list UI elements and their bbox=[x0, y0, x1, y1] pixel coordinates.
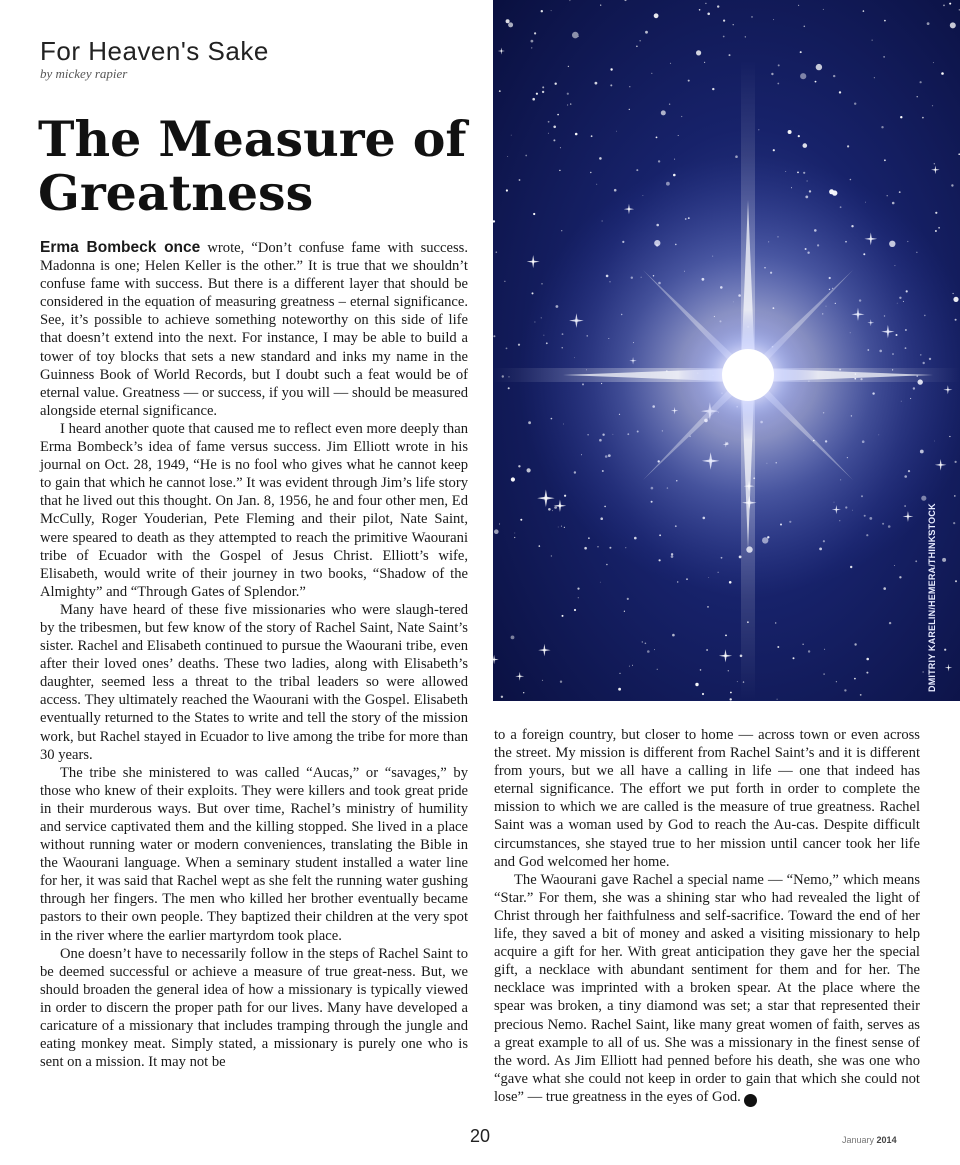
paragraph-text: wrote, “Don’t confuse fame with success. Madonna is one; Helen Keller is the other.” It is true that we shouldn’t confuse fame with success. But there is a different layer that should be considered in the equation of measuring greatness – eternal significance. See, it’s possible to achieve something noteworthy on this side of life that doesn’t extend into the next. For instance, I may be able to build a tower of toy blocks that sets a new standard and inks my name in the Guinness Book of World Records, but I doubt such a feat would be of eternal value. Greatness — or success, if you will — should be measured alongside eternal significance. bbox=[40, 240, 468, 419]
photo-credit: DMITRIY KARELIN/HEMERA/THINKSTOCK bbox=[927, 503, 937, 692]
paragraph bbox=[40, 239, 468, 420]
starfield-image bbox=[493, 0, 960, 701]
page-number: 20 bbox=[470, 1126, 491, 1146]
paragraph-text: The Waourani gave Rachel a special name — “Nemo,” which means “Star.” For them, she was a shining star who had revealed the light of Christ through her faithfulness and self-sacrifice. Toward the end of her life, they saved a bit of money and asked a visiting missionary to help acquire a gift for her. With great anticipation they gave her the special gift, a necklace with abundant sentiment for them and for her. The necklace was imprinted with a broken spear. At the place where the spear was broken, a tiny diamond was set; a star that represented their precious Nemo. Rachel Saint, like many great women of faith, serves as a great example to all of us. She was a missionary in the finest sense of the word. As Jim Elliott had penned before his death, she was one who “gave what she could not keep in order to gain that which she could not lose” — true greatness in the eyes of God. bbox=[494, 871, 920, 1105]
left-text-column bbox=[40, 239, 468, 1121]
issue-year: 2014 bbox=[876, 1135, 897, 1145]
paragraph: to a foreign country, but closer to home — across town or even across the street. My mission is different from Rachel Saint’s and it is different from yours, but we all have a calling in life — one that indeed has eternal significance. The effort we put forth in order to complete the mission to which we are called is the measure of true greatness. Rachel Saint was a woman used by God to reach the Au-cas. Despite difficult circumstances, she stayed true to her mission until cancer took her life and God welcomed her home. bbox=[494, 727, 920, 870]
issue-month: January bbox=[842, 1135, 875, 1145]
paragraph: The tribe she ministered to was called “Aucas,” or “savages,” by those who knew of their exploits. They were killers and took great pride in their murderous ways. But over time, Rachel’s ministry of humility and service captivated them and the killing stopped. She lived in a place without running water or modern conveniences, translating the Bible in the Waourani language. When a seminary student installed a water line for her, it was said that Rachel wept as she felt the running water gushing through her fingers. The men who killed her brother eventually became pastors to their own people. They baptized their children at the very spot in the river where the earlier martyrdom took place. bbox=[40, 764, 468, 944]
star-photo bbox=[493, 0, 960, 701]
paragraph: Many have heard of these five missionaries who were slaugh-tered by the tribesmen, but few know of the story of Rachel Saint, Nate Saint’s sister. Rachel and Elisabeth continued to pursue the Waourani tribe, even after their loved ones’ deaths. These two ladies, along with Elisabeth’s daughter, seemed less a threat to the tribal leaders so were allowed access. They ultimately reached the Waourani with the Gospel. Elisabeth eventually returned to the States to write and tell the story of the mission work, but Rachel stayed in Ecuador to live among the tribe for more than 30 years. bbox=[40, 601, 468, 763]
end-of-article-icon: ✓ bbox=[744, 1094, 757, 1107]
column-name: For Heaven's Sake bbox=[40, 36, 269, 66]
paragraph bbox=[494, 871, 920, 1107]
article-title: The Measure of Greatness bbox=[38, 110, 467, 222]
right-text-column bbox=[494, 726, 920, 1126]
paragraph: I heard another quote that caused me to reflect even more deeply than Erma Bombeck’s idea of fame versus success. Jim Elliott wrote in his journal on Oct. 28, 1949, “He is no fool who gives what he cannot keep to gain that which he cannot lose.” It was evident through Jim’s life story that he lived out this thought. On Jan. 8, 1956, he and four other men, Ed McCully, Roger Youderian, Pete Fleming and their pilot, Nate Saint, were speared to death as they attempted to reach the primitive Waourani tribe of Ecuador with the Gospel of Jesus Christ. Elliott’s wife, Elisabeth, would write of their journey in two books, “Shadow of the Almighty” and “Through Gates of Splendor.” bbox=[40, 420, 468, 600]
byline: by mickey rapier bbox=[40, 66, 128, 81]
lead-in: Erma Bombeck once bbox=[40, 239, 201, 256]
paragraph: One doesn’t have to necessarily follow in the steps of Rachel Saint to be deemed successful or achieve a measure of true great-ness. But, we should broaden the general idea of how a missionary is typically viewed in order to discern the proper path for our lives. Many have developed a caricature of a missionary that includes tramping through the jungle and eating monkey meat. Simply stated, a missionary is purely one who is sent on a mission. It may not be bbox=[40, 945, 468, 1071]
issue-date bbox=[842, 1135, 897, 1145]
